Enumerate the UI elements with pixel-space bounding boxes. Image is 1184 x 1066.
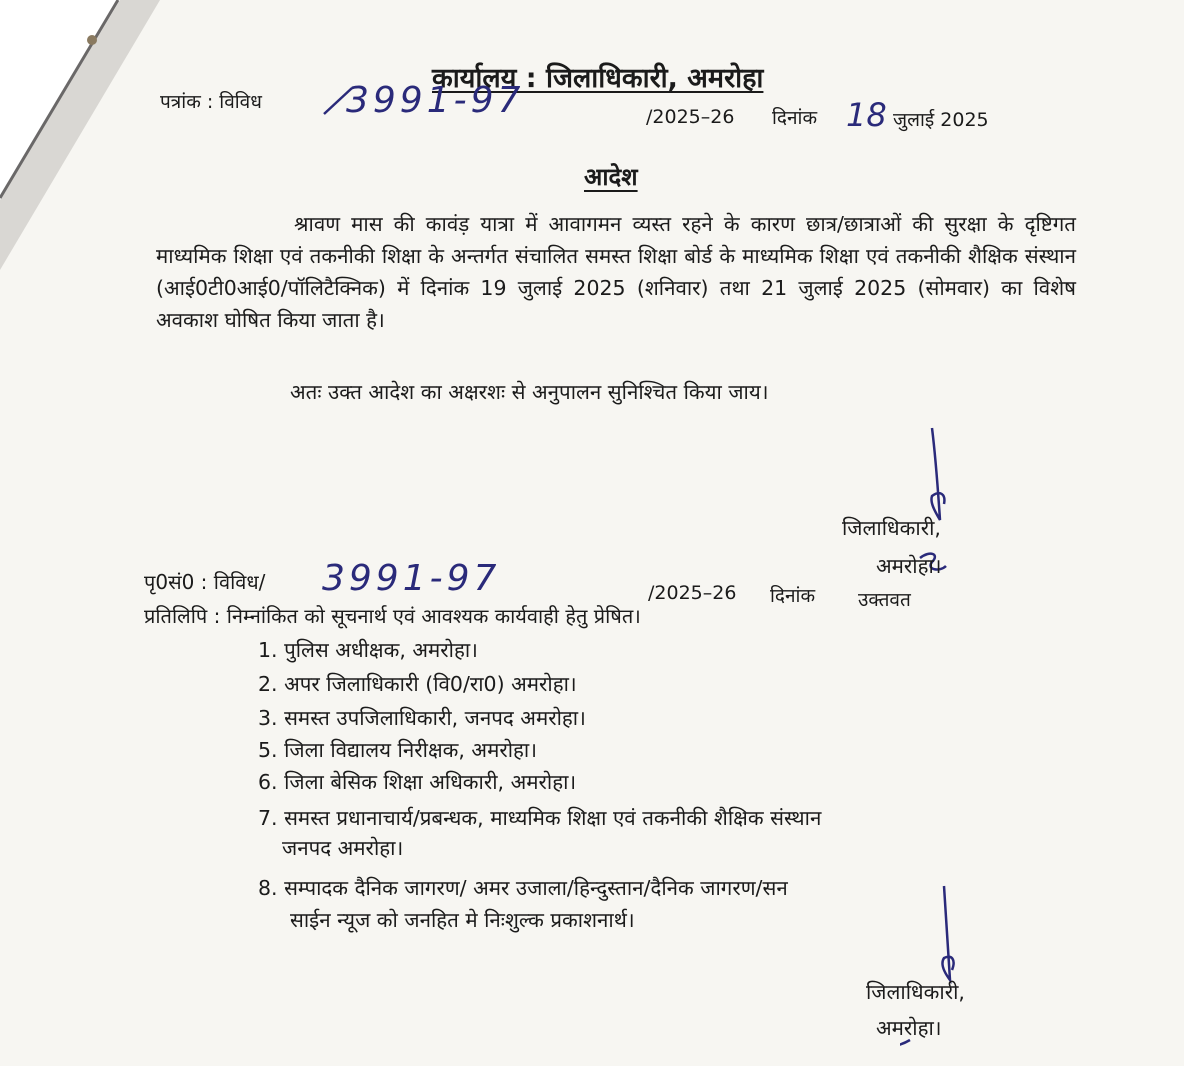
recipient-item: 2. अपर जिलाधिकारी (वि0/रा0) अमरोहा। (258, 672, 577, 696)
signature-1-place: अमरोहा। (876, 554, 942, 578)
recipient-item-continuation: जनपद अमरोहा। (282, 836, 404, 860)
order-heading: आदेश (584, 163, 638, 191)
recipient-item: 6. जिला बेसिक शिक्षा अधिकारी, अमरोहा। (258, 770, 577, 794)
recipient-item: 8. सम्पादक दैनिक जागरण/ अमर उजाला/हिन्दुस्तान/दैनिक जागरण/सन (258, 876, 788, 900)
ref-year: /2025–26 (646, 106, 735, 128)
signature-1-designation: जिलाधिकारी, (842, 516, 941, 540)
copy-date-value: उक्तवत (858, 589, 911, 611)
signature-2-place: अमरोहा। (876, 1016, 942, 1040)
recipient-item: 3. समस्त उपजिलाधिकारी, जनपद अमरोहा। (258, 706, 586, 730)
copy-ref-label: पृ0सं0 : विविध/ (144, 570, 266, 594)
signature-2-designation: जिलाधिकारी, (866, 980, 965, 1004)
ref-label: पत्रांक : विविध (160, 91, 262, 113)
office-title: कार्यालय : जिलाधिकारी, अमरोहा (432, 63, 764, 94)
ref-number-handwritten: 3991-97 (346, 80, 525, 121)
recipient-item: 7. समस्त प्रधानाचार्य/प्रबन्धक, माध्यमिक शिक्षा एवं तकनीकी शैक्षिक संस्थान (258, 806, 822, 830)
date-rest: जुलाई 2025 (893, 109, 989, 131)
order-instruction: अतः उक्त आदेश का अक्षरशः से अनुपालन सुनिश्चित किया जाय। (290, 380, 769, 404)
recipient-item: 1. पुलिस अधीक्षक, अमरोहा। (258, 638, 478, 662)
date-label: दिनांक (772, 107, 818, 129)
order-paragraph: श्रावण मास की कावंड़ यात्रा में आवागमन व्यस्त रहने के कारण छात्र/छात्राओं की सुरक्षा के दृष्टिगत माध्यमिक शिक्षा एवं तकनीकी शिक्षा के अन्तर्गत संचालित समस्त शिक्षा बोर्ड के माध्यमिक शिक्षा एवं तकनीकी शैक्षिक संस्थान (आई0टी0आई0/पॉलिटैक्निक) में दिनांक 19 जुलाई 2025 (शनिवार) तथा 21 जुलाई 2025 (सोमवार) का विशेष अवकाश घोषित किया जाता है। (156, 212, 1076, 332)
recipient-item-continuation: साईन न्यूज को जनहित मे निःशुल्क प्रकाशनार्थ। (290, 908, 635, 932)
recipient-item: 5. जिला विद्यालय निरीक्षक, अमरोहा। (258, 738, 537, 762)
copy-intro: प्रतिलिपि : निम्नांकित को सूचनार्थ एवं आवश्यक कार्यवाही हेतु प्रेषित। (144, 604, 641, 628)
date-day-handwritten: 18 (846, 96, 887, 134)
copy-ref-year: /2025–26 (648, 582, 737, 604)
copy-date-label: दिनांक (770, 585, 816, 607)
copy-ref-number-handwritten: 3991-97 (322, 558, 501, 599)
